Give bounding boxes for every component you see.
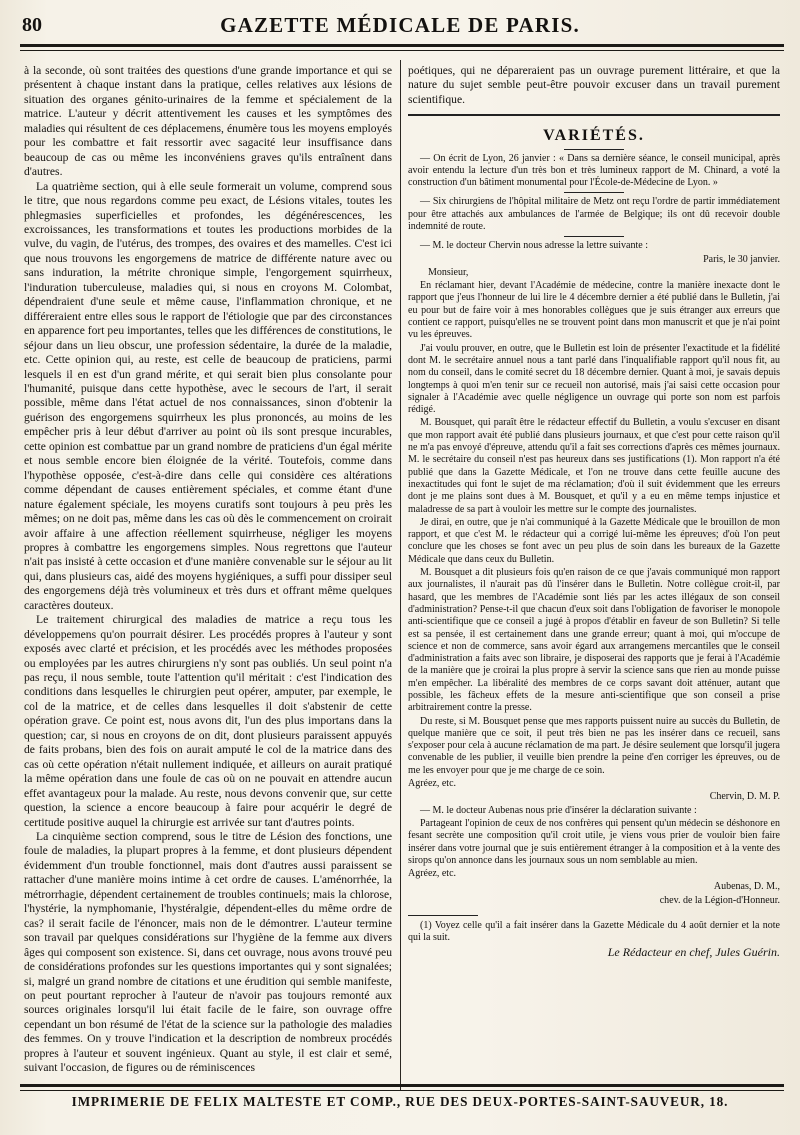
letter-paragraph: M. Bousquet, qui paraît être le rédacteur effectif du Bulletin, a voulu s'excuser en disant que mon rapport avait été publié dans plusieurs journaux, et que c'est pour cette raison qu'il ne m'a pas envoyé d'épreuve, attendu qu'il a fait ses corrections d'après ces mêmes journaux. M. le secrétaire du conseil n'est pas heureux dans ses justifications (1). Mon rapport n'a été publié que dans la Gazette Médicale, et l'on ne trouve dans cette feuille aucune des inexactitudes qui font le sujet de ma réclamation; d'où il suit évidemment que les erreurs dont je me plains sont dues à M. Bousquet, et qu'il y a eu en même temps injustice et maladresse de sa part à vouloir les mettre sur le compte des journalistes. (408, 417, 780, 515)
letter-paragraph: M. Bousquet a dit plusieurs fois qu'en raison de ce que j'avais communiqué mon rapport aux journalistes, il n'aurait pas dû l'insérer dans le Bulletin. Notre collègue croit-il, par hasard, que les membres de l'Académie sont liés par les actes illégaux de son conseil d'administration? Pense-t-il que chacun d'eux soit dans l'obligation de favoriser le monopole anti-scientifique que ce conseil a jugé à propos d'établir en faveur de son Bulletin? Si telle est sa pensée, il est certainement dans une grande erreur; quant à moi, qui m'occupe de science et non de commerce, sans avoir égard aux arrangemens mercantiles que le conseil d'administration a faits avec son libraire, je disposerai des rapports que je ferai à l'Académie de la manière que je croirai la plus propre à servir la science sans que rien au monde puisse m'en empêcher. La libéralité des membres de ce corps savant doit atténuer, autant que possible, les fâcheux effets de la mesure anti-scientifique que son conseil a prise arbitrairement contre la presse. (408, 567, 780, 714)
letter-paragraph: J'ai voulu prouver, en outre, que le Bulletin est loin de présenter l'exactitude et la fidélité dont M. le secrétaire annuel nous a tant parlé dans l'inqualifiable rapport qu'il nous fit, au nom du conseil, dans le comité secret du 18 décembre dernier. Quant à moi, je savais depuis longtemps à quoi m'en tenir sur ce recueil non autorisé, mais j'ai saisi cette occasion pour signaler à l'Académie avec quelle négligence un ouvrage qui porte son nom est parfois rédigé. (408, 342, 780, 416)
footnote-rule (408, 915, 478, 916)
right-column (408, 64, 780, 1094)
letter2-body: Partageant l'opinion de ceux de nos confrères qui pensent qu'un médecin se déshonore en fesant secrète une composition qu'il croit utile, je viens vous prier de vouloir bien faire insérer dans votre journal que je suis entièrement étranger à la composition et à la vente des sirops qu'on annonce dans les journaux sous un nom semblable au mien. (408, 817, 780, 866)
footer-rule-thin (20, 1090, 784, 1091)
header-rule-thick (20, 44, 784, 47)
letter2-closing: Agréez, etc. (408, 868, 457, 880)
news-separator (564, 236, 624, 237)
letter2-intro: — M. le docteur Aubenas nous prie d'insérer la déclaration suivante : (420, 804, 697, 816)
left-column (24, 64, 392, 1094)
news-item-lyon: — On écrit de Lyon, 26 janvier : « Dans sa dernière séance, le conseil municipal, après avoir entendu la lecture d'un très bon et très lumineux rapport de M. Chinard, a voté la construction d'un bâtiment monumental pour l'École-de-Médecine de Lyon. » (408, 152, 780, 189)
letter-paragraph: Du reste, si M. Bousquet pense que mes rapports puissent nuire au succès du Bulletin, de quelque manière que ce soit, il peut très bien ne pas les insérer dans ce recueil, sans s'exposer pour cela à aucune réclamation de ma part. Je désire seulement que lorsqu'il jugera convenable de les publier, il veuille bien prendre la peine d'en corriger les épreuves, ou de me les envoyer pour que je me charge de ce soin. (408, 715, 780, 776)
left-paragraph: Le traitement chirurgical des maladies de matrice a reçu tous les développemens qu'on pourrait désirer. Les procédés propres à l'auteur y sont exposés avec clarté et précision, et les procédés avec les méthodes proposées ou employées par les autres chirurgiens n'y sont pas oubliés. Un seul point n'a pas reçu, il nous semble, toute l'attention qu'il méritait : c'est l'indication des conditions dans lesquelles le chirurgien peut opérer, amputer, par exemple, le col de la matrice, et de celles dans lesquelles il doit s'abstenir de cette opération grave. Ce point est, nous avons dit, l'un des plus importans dans la question; car, si nous en croyons de on dit, dont plusieurs paraissent appuyés de faits probans, bien des fois on aurait amputé le col de la matrice dans des cas où cette opération n'était nullement indiquée, et ailleurs on aurait pratiqué la même opération dans une foule de cas où on ne pouvait en attendre aucun effet avantageux pour la malade. Au reste, nous devons convenir que, sur cette question, la science a encore beaucoup à faire pour acquérir le degré de certitude positive auquel la chirurgie est arrivée sur tant d'autres points. (24, 613, 392, 829)
left-paragraph: à la seconde, où sont traitées des questions d'une grande importance et qui se présentent à chaque instant dans la pratique, celles relatives aux lésions de situation des organes génito-urinaires de la femme et spécialement de la matrice. L'auteur y décrit attentivement les causes et les symptômes des maladies qui résultent de ces déplacemens, énumère tous les moyens employés pour les combattre et fait ressortir avec sagacité leur insuffisance dans beaucoup de cas ou même les inconvéniens graves qu'ils entraînent dans d'autres. (24, 64, 392, 179)
news-item-metz: — Six chirurgiens de l'hôpital militaire de Metz ont reçu l'ordre de partir immédiatement pour être attachés aux ambulances de l'armée de Belgique; ils ont dû recevoir double indemnité de route. (408, 196, 780, 232)
news-separator (564, 192, 624, 193)
letter-paragraph: Je dirai, en outre, que je n'ai communiqué à la Gazette Médicale que le brouillon de mon rapport, et que c'est M. le rédacteur qui a corrigé lui-même les épreuves; d'où l'on peut conclure que les choses se font avec un peu plus de soin dans les bureaux de la Gazette Médicale que dans ceux du Bulletin. (408, 516, 780, 565)
letter2-signature: Aubenas, D. M., (713, 881, 780, 893)
letter-closing: Agréez, etc. (408, 778, 457, 790)
left-paragraph: La cinquième section comprend, sous le titre de Lésion des fonctions, une foule de maladies, la plupart propres à la femme, et dont plusieurs dépendent évidemment d'un trouble fonctionnel, mais dont d'autres aussi paraissent se rattacher d'une manière moins intime à cet ordre de causes. L'aménorrhée, la métrorrhagie, dépendent certainement de troubles continuels; mais la chlorose, l'hystérie, la nymphomanie, l'hystéralgie, dépendent-elles du même ordre de cas? il serait facile de l'énoncer, mais non de le démontrer. L'auteur termine son travail par quelques considérations sur l'hygiène de la femme aux divers âges qui composent son existence. Si, dans cet ouvrage, nous avons trouvé peu de considérations profondes sur les questions importantes qui y sont signalées; si, malgré un grand nombre de citations et une érudition qui semble manifeste, on peut pourtant reprocher à l'auteur de n'avoir pas toujours remonté aux sources originales lorsqu'il lui était facile de le faire, son ouvrage offre cependant un bon résumé de l'état de la science sur la pathologie des maladies des femmes. On y trouve l'indication et la description de nombreux procédés propres à l'auteur et souvent ingénieux. Quant au style, il est clair et semé, suivant l'occasion, de figures ou de réminiscences (24, 830, 392, 1075)
left-paragraph: La quatrième section, qui à elle seule formerait un volume, comprend sous le titre, que nous regardons comme peu exact, de Lésions vitales, toutes les phlegmasies superficielles et profondes, les dégénérescences, les excroissances, les transformations et toutes les productions morbides de la vulve, du vagin, de l'utérus, des trompes, des ovaires et des mamelles. C'est ici que nous trouvons les engorgemens de matrice de différente nature avec ou sans induration, la métrite chronique simple, l'engorgement squirrheux, l'induration tuberculeuse, maladies qui, si nous en croyons M. Colombat, dépendraient d'une seule et même cause, l'inflammation chronique, et ne différeraient entre elles sous le rapport de l'étiologie que par des circonstances en apparence fort peu importantes, telles que les différences de constitutions, le séjour dans un lieu obscur, une profession sédentaire, la durée de la maladie, etc. Cette opinion qui, au reste, est celle de beaucoup de praticiens, parmi lesquels il en est d'un grand mérite, et qui serait bien plus consolante pour l'humanité, puisque dans cette hypothèse, avec le secours de l'art, il serait possible, même dans l'état actuel de nos connaissances, sinon d'obtenir la guérison des engorgemens squirrheux les plus prononcés, au moins de les empêcher pris à leur début d'arriver au point où ils sont presque incurables, cette opinion est combattue par un grand nombre de praticiens d'un égal mérite et nous semble encore bien éloignée de la vérité. Toutefois, comme dans l'hypothèse opposée, c'est-à-dire dans celle qui considère ces altérations comme dépendant de causes entièrement spéciales, et comme étant d'une nature également spéciale, les moyens curatifs sont toujours à peu près les mêmes; on ne doit pas, même dans les cas où dès le commencement on croirait avoir affaire à une affection réellement squirrheuse, négliger les moyens propres à combattre les engorgemens simples. Nous regrettons que l'auteur n'ait pas insisté à cette occasion et d'une manière convenable sur le séjour au lit qui, dans plusieurs cas, aidé des moyens hygiéniques, a suffi pour dissiper seul des engorgemens déjà très volumineux et très durs et offrant même quelques caractères douteux. (24, 179, 392, 612)
title-underline (564, 149, 624, 150)
page-number: 80 (22, 14, 42, 36)
footer-rule-thick (20, 1084, 784, 1087)
letter-salutation: Monsieur, (428, 266, 469, 278)
letter-paragraph: En réclamant hier, devant l'Académie de médecine, contre la manière inexacte dont le rapport que j'eus l'honneur de lui lire le 4 décembre dernier a été publié dans le Bulletin, j'ai eu pour but de faire voir à mes honorables collègues que je suis étranger aux erreurs que contient ce rapport, puisqu'elles ne se trouvent point dans mon manuscrit et que je n'ai point vu les épreuves. (408, 280, 780, 341)
header-rule-thin (20, 50, 784, 51)
letter-intro: — M. le docteur Chervin nous adresse la lettre suivante : (420, 240, 648, 252)
footnote: (1) Voyez celle qu'il a fait insérer dans la Gazette Médicale du 4 août dernier et la note qui la suit. (408, 920, 780, 944)
letter-dateline: Paris, le 30 janvier. (703, 253, 780, 265)
letter2-signature-title: chev. de la Légion-d'Honneur. (659, 894, 780, 906)
letter-signature: Chervin, D. M. P. (709, 791, 780, 803)
column-divider (400, 60, 401, 1090)
gazette-title: GAZETTE MÉDICALE DE PARIS. (220, 13, 580, 37)
section-title-varietes: VARIÉTÉS. (543, 127, 645, 145)
section-separator (408, 114, 780, 116)
editor-signature: Le Rédacteur en chef, Jules Guérin. (607, 944, 780, 959)
continuation-paragraph: poétiques, qui ne dépareraient pas un ouvrage purement littéraire, et que la nature du sujet semble peut-être pouvoir excuser dans un travail purement scientifique. (408, 64, 780, 106)
printer-imprint: IMPRIMERIE DE FELIX MALTESTE ET COMP., RUE DES DEUX-PORTES-SAINT-SAUVEUR, 18. (71, 1094, 729, 1109)
